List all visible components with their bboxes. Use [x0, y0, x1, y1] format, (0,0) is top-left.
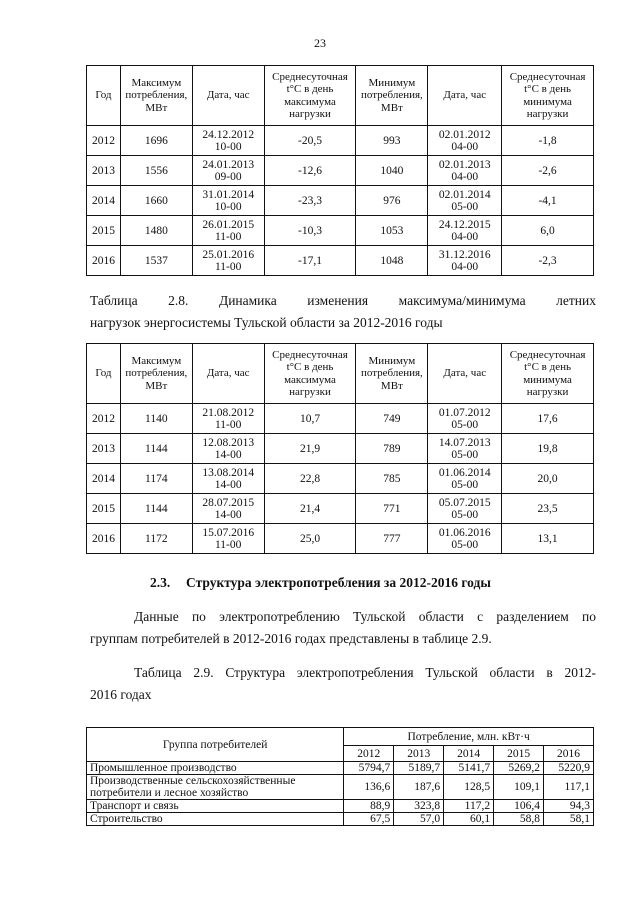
min-date-cell — [428, 464, 502, 494]
min-date-cell — [428, 186, 502, 216]
max-cell: 1144 — [120, 434, 192, 464]
table-row — [87, 216, 594, 246]
group-cell: Транспорт и связь — [87, 800, 344, 813]
min-date-cell — [428, 126, 502, 156]
temp-max-cell: -12,6 — [264, 156, 356, 186]
max-date-cell — [192, 186, 264, 216]
table-row — [87, 800, 594, 813]
table-row — [87, 524, 594, 554]
time-value: 05-00 — [451, 508, 479, 521]
table-row — [87, 434, 594, 464]
table-row — [87, 156, 594, 186]
date-value: 02.01.2014 — [438, 188, 491, 201]
min-date-cell — [428, 246, 502, 276]
max-date-cell — [192, 156, 264, 186]
value-cell: 94,3 — [544, 800, 594, 813]
temp-min-cell: -1,8 — [502, 126, 594, 156]
header-temp-min: Среднесуточная t°C в день минимума нагрузки — [502, 66, 594, 126]
header-date-max: Дата, час — [192, 66, 264, 126]
header-temp-max: Среднесуточная t°C в день максимума нагрузки — [264, 66, 356, 126]
temp-max-cell: 21,4 — [264, 494, 356, 524]
min-date-cell — [428, 216, 502, 246]
min-cell: 749 — [356, 404, 428, 434]
date-value: 02.01.2012 — [438, 128, 491, 141]
value-cell: 109,1 — [494, 775, 544, 800]
min-cell: 777 — [356, 524, 428, 554]
table-row — [87, 762, 594, 775]
year-cell: 2012 — [87, 126, 121, 156]
header-year: Год — [87, 344, 121, 404]
header-year: Год — [87, 66, 121, 126]
time-value: 05-00 — [451, 538, 479, 551]
min-cell: 771 — [356, 494, 428, 524]
time-value: 14-00 — [214, 508, 242, 521]
min-date-cell — [428, 156, 502, 186]
min-cell: 976 — [356, 186, 428, 216]
table-row — [87, 813, 594, 826]
header-temp-min: Среднесуточная t°C в день минимума нагрузки — [502, 344, 594, 404]
temp-max-cell: -10,3 — [264, 216, 356, 246]
table-2-9-caption: Таблица 2.9. Структура электропотребления Тульской области в 2012- — [134, 665, 596, 680]
paragraph-cont: группам потребителей в 2012-2016 годах представлены в таблице 2.9. — [90, 631, 492, 646]
table-row — [87, 404, 594, 434]
value-cell: 128,5 — [444, 775, 494, 800]
max-date-cell — [192, 524, 264, 554]
temp-max-cell: -20,5 — [264, 126, 356, 156]
temp-max-cell: 25,0 — [264, 524, 356, 554]
time-value: 11-00 — [214, 230, 242, 243]
table-row — [87, 126, 594, 156]
time-value: 04-00 — [451, 170, 479, 183]
temp-min-cell: -4,1 — [502, 186, 594, 216]
year-cell: 2016 — [87, 246, 121, 276]
header-date-max: Дата, час — [192, 344, 264, 404]
year-cell: 2015 — [87, 494, 121, 524]
table-2-8-caption: Таблица 2.8. Динамика изменения максимума/минимума летних — [90, 293, 596, 308]
max-cell: 1660 — [120, 186, 192, 216]
temp-max-cell: -17,1 — [264, 246, 356, 276]
consumption-structure-table-body — [87, 762, 594, 826]
time-value: 04-00 — [451, 230, 479, 243]
date-value: 02.01.2013 — [438, 158, 491, 171]
header-consumption: Потребление, млн. кВт·ч — [344, 728, 594, 746]
min-date-cell — [428, 404, 502, 434]
value-cell: 117,2 — [444, 800, 494, 813]
temp-max-cell: -23,3 — [264, 186, 356, 216]
max-date-cell — [192, 464, 264, 494]
time-value: 04-00 — [451, 260, 479, 273]
date-value: 28.07.2015 — [202, 496, 255, 509]
header-min: Минимум потребления, МВт — [356, 344, 428, 404]
min-cell: 789 — [356, 434, 428, 464]
value-cell: 5189,7 — [394, 762, 444, 775]
max-cell: 1480 — [120, 216, 192, 246]
min-date-cell — [428, 494, 502, 524]
date-value: 31.01.2014 — [202, 188, 255, 201]
max-date-cell — [192, 494, 264, 524]
min-date-cell — [428, 524, 502, 554]
max-cell: 1172 — [120, 524, 192, 554]
date-value: 01.06.2016 — [438, 526, 491, 539]
winter-load-table — [86, 65, 594, 276]
section-heading — [150, 572, 590, 594]
time-value: 05-00 — [451, 200, 479, 213]
group-cell: Производственные сельскохозяйственные потребители и лесное хозяйство — [87, 775, 344, 800]
temp-max-cell: 10,7 — [264, 404, 356, 434]
time-value: 05-00 — [451, 448, 479, 461]
temp-min-cell: 17,6 — [502, 404, 594, 434]
header-min: Минимум потребления, МВт — [356, 66, 428, 126]
summer-load-table — [86, 343, 594, 554]
year-header: 2016 — [544, 746, 594, 762]
summer-load-table-body — [87, 404, 594, 554]
max-cell: 1556 — [120, 156, 192, 186]
date-value: 24.12.2012 — [202, 128, 255, 141]
max-cell: 1144 — [120, 494, 192, 524]
year-cell: 2016 — [87, 524, 121, 554]
header-date-min: Дата, час — [428, 344, 502, 404]
temp-max-cell: 21,9 — [264, 434, 356, 464]
value-cell: 5141,7 — [444, 762, 494, 775]
max-date-cell — [192, 126, 264, 156]
year-header: 2012 — [344, 746, 394, 762]
time-value: 05-00 — [451, 418, 479, 431]
min-cell: 1048 — [356, 246, 428, 276]
table-row — [87, 464, 594, 494]
value-cell: 136,6 — [344, 775, 394, 800]
value-cell: 5269,2 — [494, 762, 544, 775]
max-date-cell — [192, 404, 264, 434]
table-row — [87, 775, 594, 800]
year-cell: 2014 — [87, 186, 121, 216]
temp-min-cell: 6,0 — [502, 216, 594, 246]
group-cell: Строительство — [87, 813, 344, 826]
winter-load-table-body — [87, 126, 594, 276]
section-title: Структура электропотребления за 2012-2016 годы — [186, 575, 491, 590]
date-value: 01.06.2014 — [438, 466, 491, 479]
time-value: 14-00 — [214, 448, 242, 461]
time-value: 05-00 — [451, 478, 479, 491]
year-cell: 2014 — [87, 464, 121, 494]
value-cell: 5794,7 — [344, 762, 394, 775]
year-cell: 2012 — [87, 404, 121, 434]
year-cell: 2013 — [87, 434, 121, 464]
table-row — [87, 494, 594, 524]
min-date-cell — [428, 434, 502, 464]
min-cell: 993 — [356, 126, 428, 156]
min-cell: 785 — [356, 464, 428, 494]
section-number: 2.3. — [150, 575, 171, 590]
year-cell: 2015 — [87, 216, 121, 246]
value-cell: 88,9 — [344, 800, 394, 813]
time-value: 14-00 — [214, 478, 242, 491]
year-cell: 2013 — [87, 156, 121, 186]
value-cell: 57,0 — [394, 813, 444, 826]
time-value: 11-00 — [214, 260, 242, 273]
time-value: 10-00 — [214, 140, 242, 153]
paragraph: Данные по электропотреблению Тульской области с разделением по — [134, 609, 596, 624]
header-group: Группа потребителей — [87, 728, 344, 762]
value-cell: 117,1 — [544, 775, 594, 800]
date-value: 24.01.2013 — [202, 158, 255, 171]
table-row — [87, 246, 594, 276]
date-value: 24.12.2015 — [438, 218, 491, 231]
value-cell: 58,8 — [494, 813, 544, 826]
min-cell: 1053 — [356, 216, 428, 246]
date-value: 25.01.2016 — [202, 248, 255, 261]
time-value: 11-00 — [214, 418, 242, 431]
header-date-min: Дата, час — [428, 66, 502, 126]
value-cell: 323,8 — [394, 800, 444, 813]
max-cell: 1537 — [120, 246, 192, 276]
consumption-structure-table — [86, 727, 594, 826]
temp-min-cell: 20,0 — [502, 464, 594, 494]
date-value: 05.07.2015 — [438, 496, 491, 509]
year-header: 2015 — [494, 746, 544, 762]
value-cell: 187,6 — [394, 775, 444, 800]
year-header: 2013 — [394, 746, 444, 762]
temp-min-cell: 19,8 — [502, 434, 594, 464]
date-value: 12.08.2013 — [202, 436, 255, 449]
time-value: 11-00 — [214, 538, 242, 551]
value-cell: 60,1 — [444, 813, 494, 826]
value-cell: 67,5 — [344, 813, 394, 826]
table-2-8-caption-cont: нагрузок энергосистемы Тульской области за 2012-2016 годы — [90, 315, 443, 330]
date-value: 15.07.2016 — [202, 526, 255, 539]
temp-min-cell: 13,1 — [502, 524, 594, 554]
value-cell: 58,1 — [544, 813, 594, 826]
time-value: 04-00 — [451, 140, 479, 153]
temp-min-cell: 23,5 — [502, 494, 594, 524]
date-value: 14.07.2013 — [438, 436, 491, 449]
value-cell: 5220,9 — [544, 762, 594, 775]
date-value: 21.08.2012 — [202, 406, 255, 419]
date-value: 26.01.2015 — [202, 218, 255, 231]
date-value: 13.08.2014 — [202, 466, 255, 479]
time-value: 09-00 — [214, 170, 242, 183]
max-date-cell — [192, 434, 264, 464]
max-cell: 1696 — [120, 126, 192, 156]
value-cell: 106,4 — [494, 800, 544, 813]
table-row — [87, 186, 594, 216]
date-value: 01.07.2012 — [438, 406, 491, 419]
max-cell: 1174 — [120, 464, 192, 494]
min-cell: 1040 — [356, 156, 428, 186]
temp-min-cell: -2,6 — [502, 156, 594, 186]
table-2-9-caption-cont: 2016 годах — [90, 687, 152, 702]
header-max: Максимум потребления, МВт — [120, 344, 192, 404]
temp-min-cell: -2,3 — [502, 246, 594, 276]
header-temp-max: Среднесуточная t°C в день максимума нагрузки — [264, 344, 356, 404]
max-date-cell — [192, 246, 264, 276]
max-cell: 1140 — [120, 404, 192, 434]
year-header: 2014 — [444, 746, 494, 762]
group-cell: Промышленное производство — [87, 762, 344, 775]
header-max: Максимум потребления, МВт — [120, 66, 192, 126]
time-value: 10-00 — [214, 200, 242, 213]
temp-max-cell: 22,8 — [264, 464, 356, 494]
max-date-cell — [192, 216, 264, 246]
page-number: 23 — [314, 36, 326, 50]
date-value: 31.12.2016 — [438, 248, 491, 261]
